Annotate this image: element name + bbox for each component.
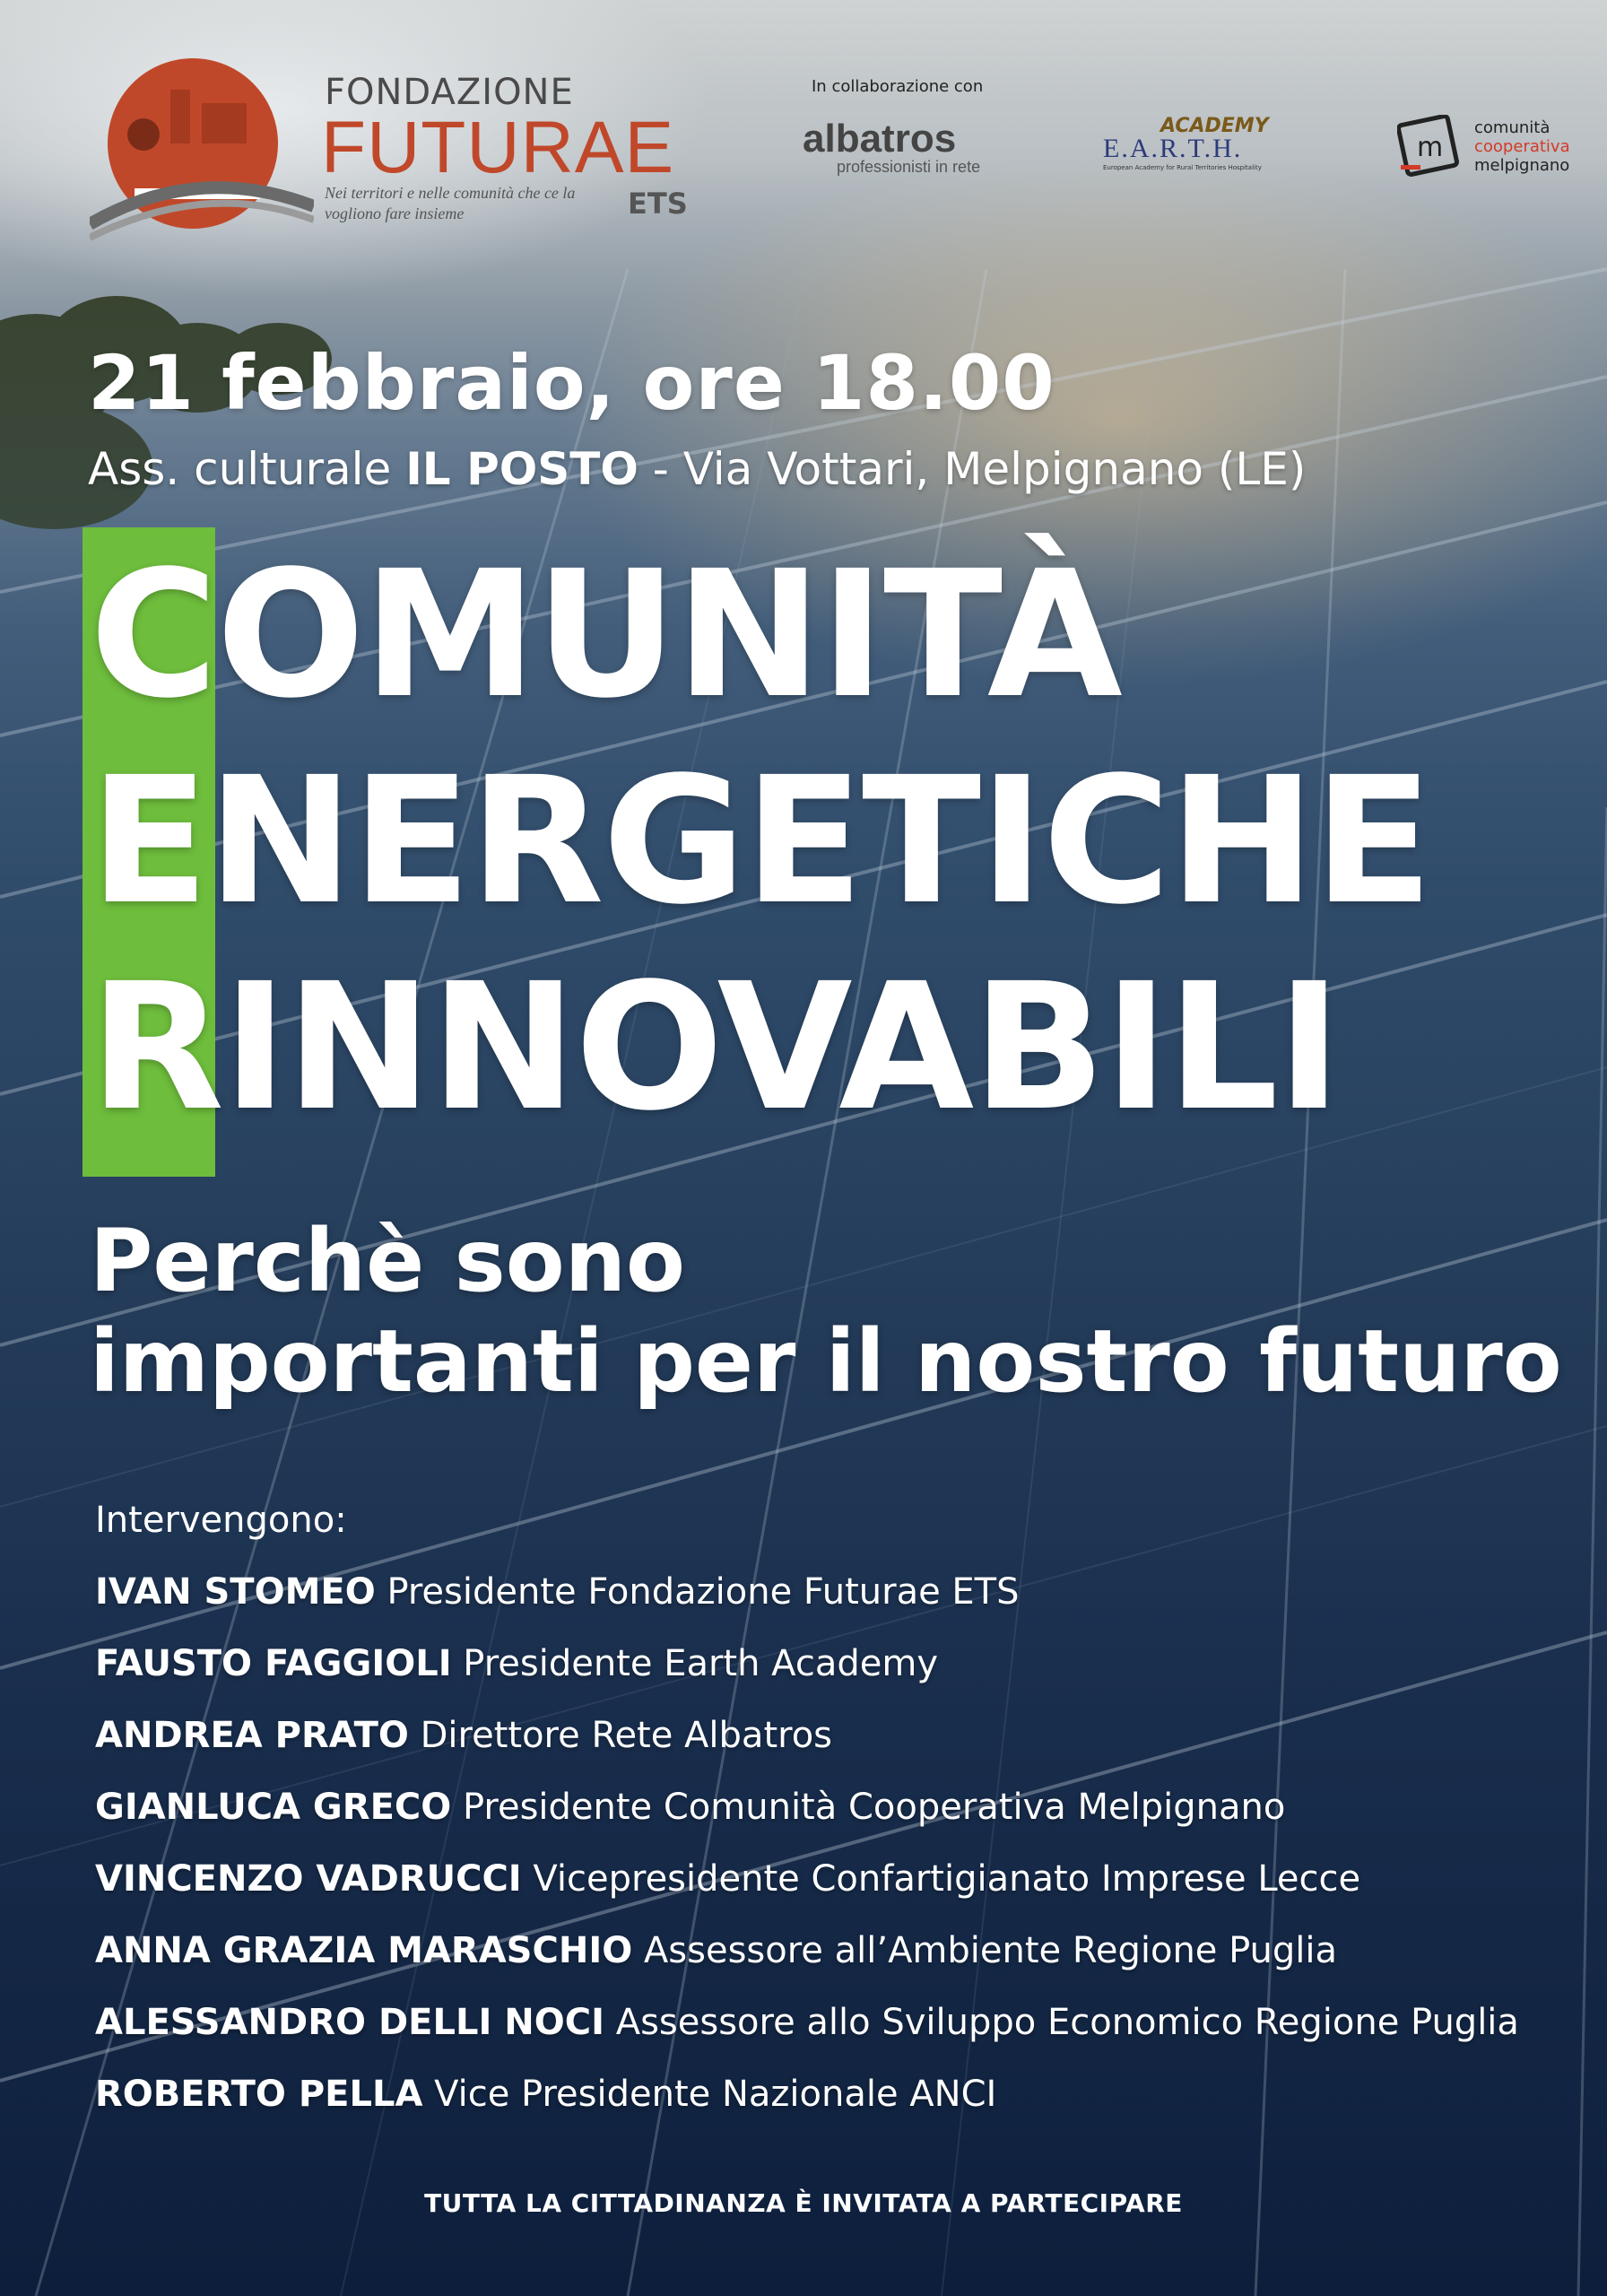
speaker-name: IVAN STOMEO [95, 1571, 376, 1613]
speaker-name: ROBERTO PELLA [95, 2074, 423, 2115]
svg-text:m: m [1417, 132, 1444, 163]
speaker-role: Presidente Comunità Cooperativa Melpignano [462, 1787, 1286, 1828]
speaker-item [95, 1858, 1566, 1930]
event-venue [88, 443, 1306, 495]
earth-academy-label: ACADEMY [1160, 115, 1269, 137]
speaker-name: VINCENZO VADRUCCI [95, 1858, 522, 1900]
speaker-role: Vicepresidente Confartigianato Imprese Lecce [533, 1858, 1361, 1900]
speaker-name: ANDREA PRATO [95, 1715, 409, 1756]
futurae-tagline: Nei territori e nelle comunità che ce la vogliono fare insieme [325, 184, 576, 222]
albatros-name: albatros [803, 117, 957, 161]
futurae-ets: ETS [628, 187, 688, 221]
coop-line3: melpignano [1474, 156, 1570, 175]
title-line-3: RINNOVABILI [90, 945, 1341, 1149]
coop-line2: cooperativa [1474, 137, 1570, 156]
m-square-logo-icon [1397, 115, 1469, 179]
speaker-item [95, 1787, 1566, 1858]
speaker-item [95, 2002, 1566, 2074]
subtitle-line-2: importanti per il nostro futuro [90, 1311, 1562, 1412]
earth-acronym: E.A.R.T.H. [1103, 134, 1243, 163]
speaker-name: FAUSTO FAGGIOLI [95, 1643, 452, 1684]
speaker-name: GIANLUCA GRECO [95, 1787, 452, 1828]
speaker-role: Assessore allo Sviluppo Economico Regione Puglia [615, 2002, 1519, 2043]
castle-emblem-icon [90, 54, 314, 242]
subtitle-line-1: Perchè sono [90, 1211, 685, 1311]
speaker-role: Presidente Earth Academy [463, 1643, 938, 1684]
speaker-role: Presidente Fondazione Futurae ETS [387, 1571, 1020, 1613]
venue-name: IL POSTO [405, 443, 638, 495]
speaker-item [95, 2074, 1566, 2145]
subtitle [90, 1211, 1562, 1412]
coop-melpignano-logo [1397, 115, 1570, 183]
collaboration-label: In collaborazione con [812, 77, 984, 96]
venue-prefix: Ass. culturale [88, 443, 406, 495]
albatros-subtitle: professionisti in rete [837, 158, 981, 176]
earth-subtitle: European Academy for Rural Territories Hospitality [1103, 164, 1262, 171]
coop-text [1474, 118, 1570, 175]
coop-line1: comunità [1474, 118, 1551, 137]
futurae-line1: FONDAZIONE [325, 72, 574, 113]
speaker-item [95, 1715, 1566, 1787]
footer-call-to-action: TUTTA LA CITTADINANZA È INVITATA A PARTECIPARE [424, 2188, 1183, 2218]
speaker-role: Vice Presidente Nazionale ANCI [434, 2074, 997, 2115]
event-date: 21 febbraio, ore 18.00 [88, 339, 1055, 427]
title-line-1: COMUNITÀ [90, 533, 1121, 736]
speaker-name: ANNA GRAZIA MARASCHIO [95, 1930, 633, 1971]
speaker-item [95, 1930, 1566, 2002]
speaker-role: Direttore Rete Albatros [420, 1715, 832, 1756]
earth-academy-logo [1103, 115, 1269, 171]
speaker-name: ALESSANDRO DELLI NOCI [95, 2002, 604, 2043]
title-line-2: ENERGETICHE [90, 739, 1432, 943]
futurae-line2: FUTURAE [321, 107, 675, 188]
speakers-list [95, 1571, 1566, 2145]
speaker-item [95, 1571, 1566, 1643]
venue-address: - Via Vottari, Melpignano (LE) [638, 443, 1307, 495]
speaker-role: Assessore all’Ambiente Regione Puglia [643, 1930, 1338, 1971]
albatros-logo [803, 117, 980, 177]
speakers-heading: Intervengono: [95, 1500, 347, 1541]
speaker-item [95, 1643, 1566, 1715]
